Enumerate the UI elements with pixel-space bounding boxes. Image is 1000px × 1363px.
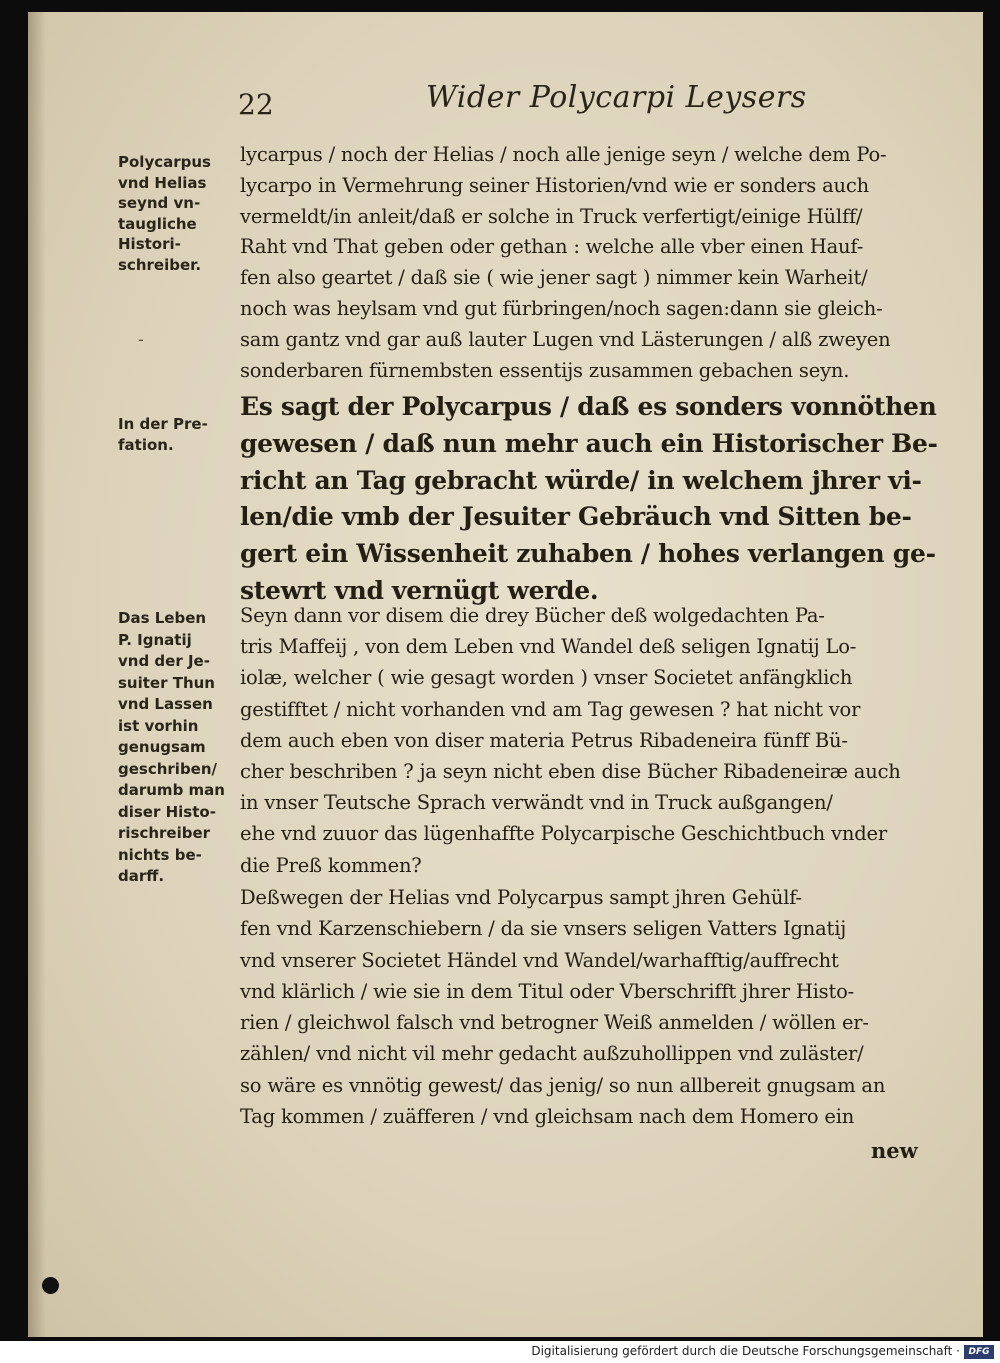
margin-note: Das Leben P. Ignatij vnd der Je- suiter Thun vnd Lassen ist vorhin genugsam geschriben/ darumb man diser Histo- rischreiber nichts be- darff.	[118, 609, 225, 885]
running-head	[28, 80, 983, 120]
margin-note: In der Pre- fation.	[118, 415, 208, 454]
text-line: lycarpus / noch der Helias / noch alle jenige seyn / welche dem Po-	[240, 143, 887, 166]
text-line: gert ein Wissenheit zuhaben / hohes verlangen ge-	[240, 539, 936, 569]
scanned-page	[28, 12, 983, 1337]
running-head-title: Wider Polycarpi Leysers	[426, 80, 807, 115]
text-line: vnd klärlich / wie sie in dem Titul oder Vberschrifft jhrer Histo-	[240, 979, 855, 1003]
catchword: new	[871, 1138, 918, 1163]
text-line: so wäre es vnnötig gewest/ das jenig/ so nun allbereit gnugsam an	[240, 1073, 886, 1097]
text-line: sonderbaren fürnembsten essentijs zusammen gebachen seyn.	[240, 358, 850, 382]
text-line: Seyn dann vor disem die drey Bücher deß wolgedachten Pa-	[240, 604, 825, 627]
text-line: gewesen / daß nun mehr auch ein Historischer Be-	[240, 428, 938, 458]
margin-dash: -	[138, 330, 144, 349]
text-line: Tag kommen / zuäfferen / vnd gleichsam nach dem Homero ein	[240, 1105, 855, 1129]
text-line: noch was heylsam vnd gut fürbringen/noch sagen:dann sie gleich-	[240, 296, 883, 320]
text-line: vermeldt/in anleit/daß er solche in Truck verfertigt/einige Hülff/	[240, 204, 863, 228]
paragraph-quotation	[240, 389, 940, 610]
ink-blot	[42, 1277, 59, 1294]
text-line: fen also geartet / daß sie ( wie jener sagt ) nimmer kein Warheit/	[240, 266, 868, 290]
text-line: lycarpo in Vermehrung seiner Historien/vnd wie er sonders auch	[240, 173, 869, 197]
paragraph	[240, 882, 940, 1132]
text-line: Raht vnd That geben oder gethan : welche alle vber einen Hauf-	[240, 235, 864, 259]
paragraph	[240, 140, 940, 386]
text-line: die Preß kommen?	[240, 853, 422, 877]
text-line: ehe vnd zuuor das lügenhaffte Polycarpische Geschichtbuch vnder	[240, 822, 887, 846]
text-line: dem auch eben von diser materia Petrus Ribadeneira fünff Bü-	[240, 728, 848, 752]
text-line: rien / gleichwol falsch vnd betrogner Weiß anmelden / wöllen er-	[240, 1011, 869, 1035]
text-line: len/die vmb der Jesuiter Gebräuch vnd Sitten be-	[240, 502, 912, 532]
text-line: fen vnd Karzenschiebern / da sie vnsers seligen Vatters Ignatij	[240, 917, 847, 941]
dfg-logo-icon: DFG	[964, 1345, 994, 1359]
margin-note: Polycarpus vnd Helias seynd vn- taugliche Histori- schreiber.	[118, 153, 211, 274]
digitization-footer	[0, 1341, 1000, 1363]
text-line: cher beschriben ? ja seyn nicht eben dise Bücher Ribadeneiræ auch	[240, 760, 901, 784]
text-line: sam gantz vnd gar auß lauter Lugen vnd Lästerungen / alß zweyen	[240, 327, 891, 351]
text-line: iolæ, welcher ( wie gesagt worden ) vnser Societet anfängklich	[240, 666, 853, 690]
text-line: Es sagt der Polycarpus / daß es sonders vonnöthen	[240, 392, 937, 421]
page-number: 22	[238, 88, 274, 121]
text-line: richt an Tag gebracht würde/ in welchem jhrer vi-	[240, 465, 922, 495]
text-line: gestifftet / nicht vorhanden vnd am Tag gewesen ? hat nicht vor	[240, 697, 861, 721]
text-line: zählen/ vnd nicht vil mehr gedacht außzuhollippen vnd zuläster/	[240, 1042, 864, 1066]
paragraph	[240, 600, 940, 881]
text-line: in vnser Teutsche Sprach verwändt vnd in Truck außgangen/	[240, 791, 833, 815]
text-line: tris Maffeij , von dem Leben vnd Wandel deß seligen Ignatij Lo-	[240, 635, 857, 659]
text-line: stewrt vnd vernügt werde.	[240, 575, 599, 605]
page-gutter-shadow	[28, 12, 46, 1337]
text-line: Deßwegen der Helias vnd Polycarpus sampt jhren Gehülf-	[240, 886, 802, 909]
text-line: vnd vnserer Societet Händel vnd Wandel/warhafftig/auffrecht	[240, 948, 839, 972]
footer-credit: Digitalisierung gefördert durch die Deutsche Forschungsgemeinschaft ·	[531, 1344, 960, 1358]
